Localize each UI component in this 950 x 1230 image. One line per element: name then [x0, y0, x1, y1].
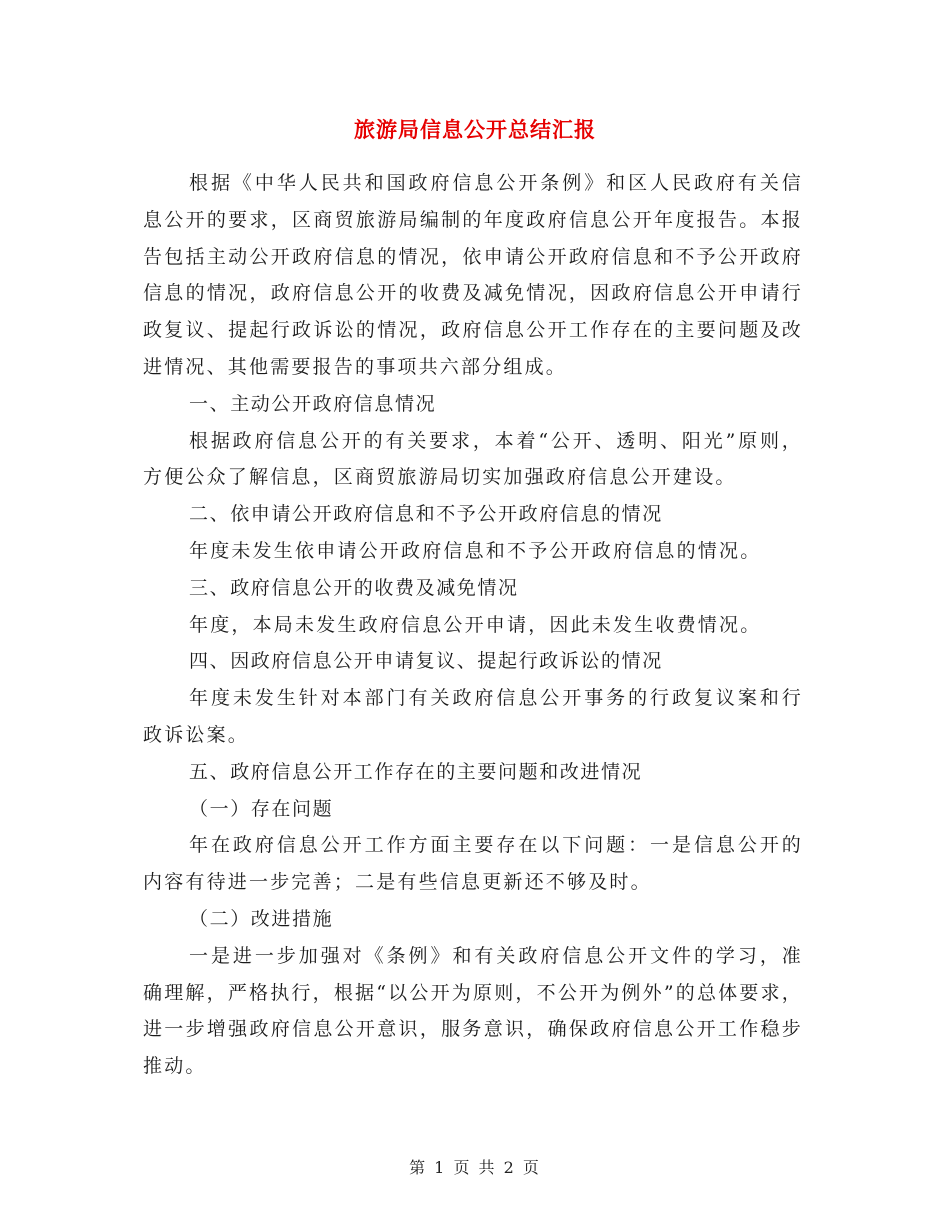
subsection-heading-measures: （二）改进措施	[189, 907, 334, 930]
section-2-paragraph: 年度未发生依申请公开政府信息和不予公开政府信息的情况。	[189, 539, 762, 562]
document-body	[143, 165, 803, 1085]
intro-paragraph: 根据《中华人民共和国政府信息公开条例》和区人民政府有关信息公开的要求，区商贸旅游局编制的年度政府信息公开年度报告。本报告包括主动公开政府信息的情况，依申请公开政府信息和不予公开政府信息的情况，政府信息公开的收费及减免情况，因政府信息公开申请行政复议、提起行政诉讼的情况，政府信息公开工作存在的主要问题及改进情况、其他需要报告的事项共六部分组成。	[143, 172, 803, 378]
section-4-paragraph: 年度未发生针对本部门有关政府信息公开事务的行政复议案和行政诉讼案。	[143, 687, 803, 746]
section-heading-5: 五、政府信息公开工作存在的主要问题和改进情况	[189, 760, 643, 783]
problems-paragraph: 年在政府信息公开工作方面主要存在以下问题：一是信息公开的内容有待进一步完善；二是有些信息更新还不够及时。	[143, 834, 803, 894]
section-heading-4: 四、因政府信息公开申请复议、提起行政诉讼的情况	[189, 650, 663, 673]
section-heading-2: 二、依申请公开政府信息和不予公开政府信息的情况	[189, 503, 663, 526]
section-heading-1: 一、主动公开政府信息情况	[189, 392, 437, 415]
measures-paragraph: 一是进一步加强对《条例》和有关政府信息公开文件的学习，准确理解，严格执行，根据“以公开为原则，不公开为例外”的总体要求，进一步增强政府信息公开意识，服务意识，确保政府信息公开工作稳步推动。	[143, 944, 803, 1078]
subsection-heading-problems: （一）存在问题	[189, 797, 334, 820]
section-1-paragraph: 根据政府信息公开的有关要求，本着“公开、透明、阳光”原则，方便公众了解信息，区商贸旅游局切实加强政府信息公开建设。	[143, 429, 803, 489]
page-number-footer: 第 1 页 共 2 页	[409, 1158, 541, 1177]
document-title: 旅游局信息公开总结汇报	[354, 117, 596, 142]
section-3-paragraph: 年度，本局未发生政府信息公开申请，因此未发生收费情况。	[189, 613, 762, 636]
section-heading-3: 三、政府信息公开的收费及减免情况	[189, 576, 519, 599]
